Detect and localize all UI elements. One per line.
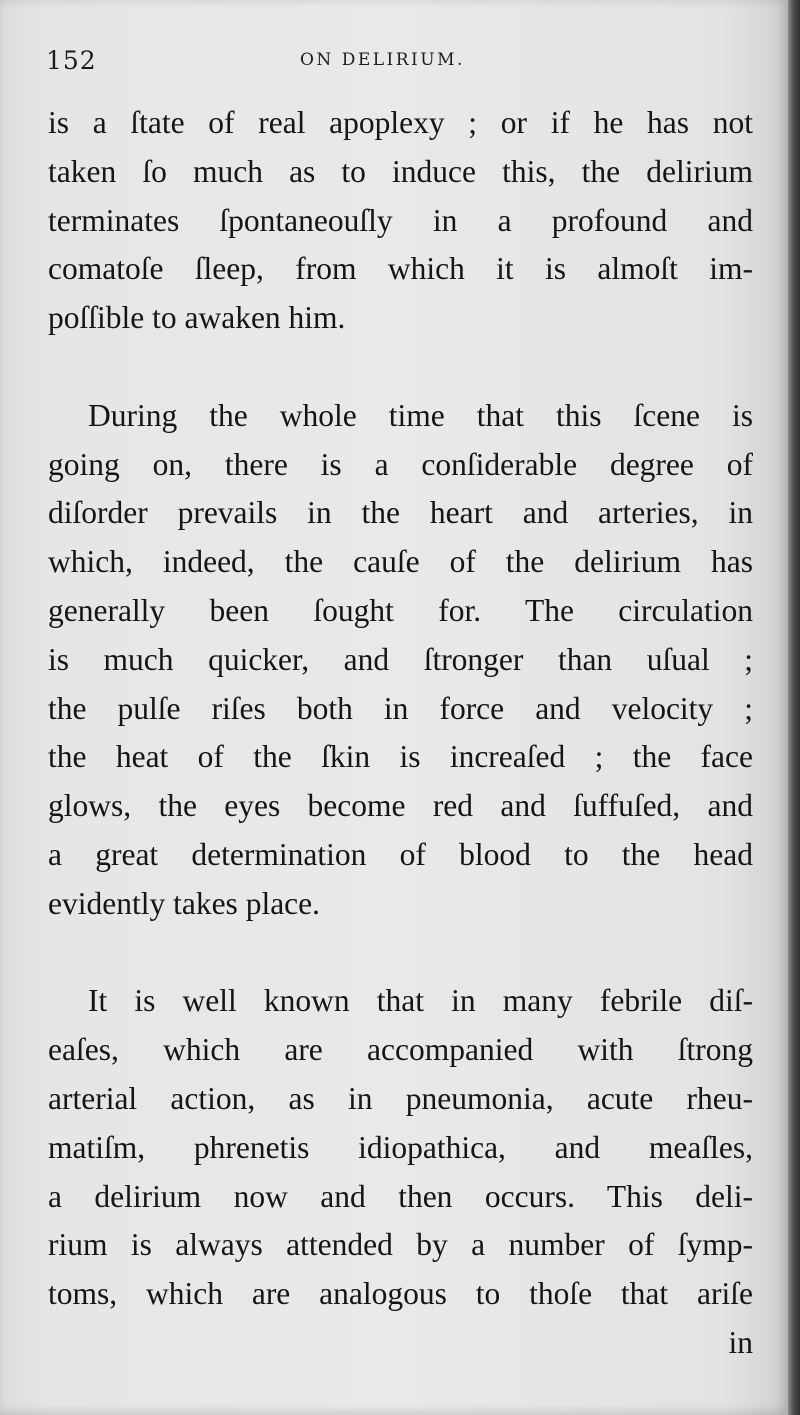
text-line: the heat of the ſkin is increaſed ; the face: [48, 739, 753, 775]
text-line: eaſes, which are accompanied with ſtrong: [48, 1032, 753, 1068]
text-line: the pulſe riſes both in force and velocity ;: [48, 690, 753, 726]
catchword: in: [728, 1324, 753, 1360]
text-line: poſſible to awaken him.: [48, 300, 346, 336]
text-line: glows, the eyes become red and ſuffuſed, and: [48, 788, 753, 824]
running-title: ON DELIRIUM.: [300, 50, 465, 70]
text-line: rium is always attended by a number of ſymp-: [48, 1227, 753, 1263]
text-line: toms, which are analogous to thoſe that ariſe: [48, 1276, 753, 1312]
text-line: is much quicker, and ſtronger than uſual ;: [48, 641, 753, 677]
text-line: generally been ſought for. The circulation: [48, 592, 753, 628]
text-line: terminates ſpontaneouſly in a profound and: [48, 202, 753, 238]
text-line: During the whole time that this ſcene is: [88, 397, 753, 433]
running-head: [46, 46, 756, 82]
text-line: matiſm, phrenetis idiopathica, and meaſles,: [48, 1129, 753, 1165]
paragraph-3: [48, 977, 753, 1319]
paragraph-1: [48, 99, 753, 343]
text-line: a delirium now and then occurs. This deli-: [48, 1178, 753, 1214]
paragraph-2: [48, 392, 753, 929]
text-line: which, indeed, the cauſe of the delirium has: [48, 544, 753, 580]
text-line: taken ſo much as to induce this, the delirium: [48, 153, 753, 189]
text-line: evidently takes place.: [48, 885, 321, 921]
text-line: is a ſtate of real apoplexy ; or if he has not: [48, 105, 753, 140]
paragraph-gap: [48, 929, 753, 978]
page-edge-shadow: [788, 0, 800, 1415]
text-line: diſorder prevails in the heart and arteries, in: [48, 495, 753, 531]
text-line: going on, there is a conſiderable degree of: [48, 446, 753, 482]
paragraph-gap: [48, 343, 753, 392]
text-line: It is well known that in many febrile diſ-: [88, 983, 753, 1019]
text-line: arterial action, as in pneumonia, acute rheu-: [48, 1080, 753, 1116]
text-line: comatoſe ſleep, from which it is almoſt im-: [48, 251, 753, 287]
page-number: 152: [46, 46, 97, 75]
body-text: [48, 99, 753, 1368]
text-line: a great determination of blood to the head: [48, 836, 753, 872]
